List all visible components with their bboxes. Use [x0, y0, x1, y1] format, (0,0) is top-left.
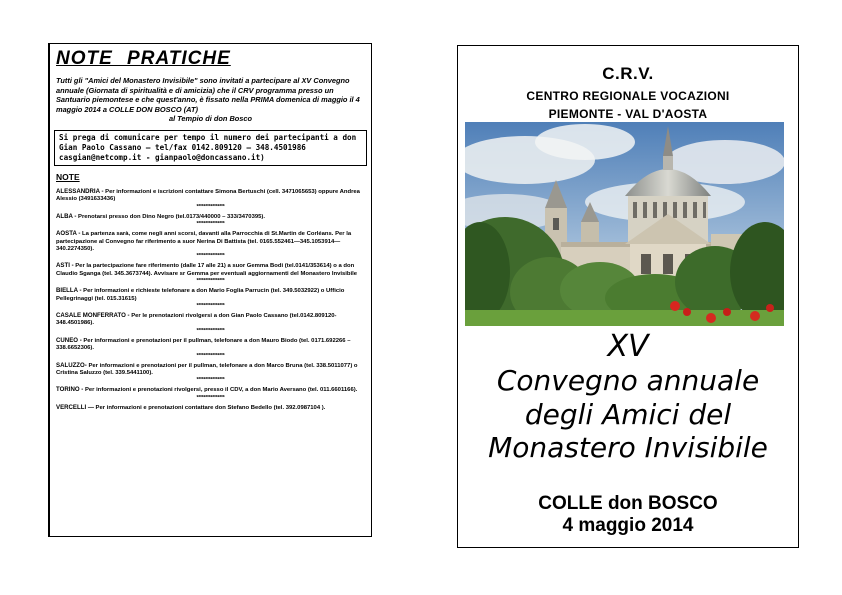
region-name: PIEMONTE - VAL D'AOSTA — [548, 107, 708, 121]
cover-panel — [457, 45, 799, 548]
city-note-text: Per informazioni e prenotazioni contattare don Stefano Bedello (tel. 392.0987104 ). — [93, 404, 326, 411]
city-name: CUNEO - — [56, 336, 82, 344]
city-note — [56, 287, 365, 303]
city-note — [56, 213, 365, 221]
city-note-text: Prenotarsi presso don Dino Negro (tel.0173/440000 – 333/3470395). — [76, 213, 266, 220]
entry-separator: **************** — [196, 203, 225, 210]
org-name: CENTRO REGIONALE VOCAZIONI — [526, 89, 730, 103]
city-name: SALUZZO- — [56, 361, 87, 369]
city-name: BIELLA - — [56, 287, 82, 295]
entry-separator: **************** — [196, 253, 225, 260]
city-name: CASALE MONFERRATO - — [56, 312, 130, 320]
city-note — [56, 230, 365, 253]
entry-separator: **************** — [196, 352, 225, 359]
city-note-text: Per informazioni e prenotazioni rivolgersi, presso il CDV, a don Mario Aversano (tel. 011.6601166). — [83, 387, 358, 394]
city-note — [56, 404, 365, 412]
city-note — [56, 262, 365, 278]
city-notes-list — [54, 188, 367, 412]
city-note-text: Per la partecipazione fare riferimento (dalle 17 alle 21) a suor Gemma Bodi (tel.0141/353614) o a don Claudio Sganga (tel. 345.3673744). Avvisare sr Gemma per eventuali aggiornamenti del Monastero Invisibile — [56, 263, 358, 277]
city-name: TORINO - — [56, 386, 84, 394]
intro-paragraph: Tutti gli "Amici del Monastero Invisibile" sono invitati a partecipare al XV Convegno annuale (Giornata di spiritualità e di amicizia) che il CRV programma presso un Santuario piemontese e che quest'anno, è fissato nella PRIMA domenica di maggio il 4 maggio 2014 a COLLE DON BOSCO (AT) — [56, 76, 360, 114]
entry-separator: **************** — [196, 303, 225, 310]
event-title-line-3: Monastero Invisibile — [488, 431, 768, 464]
event-place: COLLE don BOSCO — [538, 493, 718, 514]
event-title-line-2: degli Amici del — [524, 398, 732, 431]
org-abbreviation: C.R.V. — [602, 64, 654, 83]
city-note — [56, 386, 365, 394]
city-note-text: Per informazioni e prenotazioni per il pullman, telefonare a don Mauro Biodo (tel. 0171.692266 – 338.6652306). — [56, 337, 351, 352]
contact-box: Si prega di comunicare per tempo il numero dei partecipanti a don Gian Paolo Cassano – tel/fax 0142.809120 – 348.4501986 casgian@netcomp.it - gianpaolo@doncassano.it) — [54, 130, 367, 166]
city-note-text: Per informazioni e richieste telefonare a don Mario Foglia Parrucin (tel. 349.5032922) o Ufficio Pellegrinaggi (tel. 015.31615) — [56, 288, 345, 302]
city-name: ALBA - — [56, 212, 77, 220]
edition-number: XV — [607, 329, 649, 364]
entry-separator: **************** — [196, 394, 225, 401]
intro-temple-line: al Tempio di don Bosco — [168, 114, 253, 124]
practical-notes-panel — [48, 43, 372, 537]
city-name: ALESSANDRIA - — [56, 187, 104, 195]
entry-separator: **************** — [196, 377, 225, 384]
city-name: AOSTA - — [56, 230, 81, 238]
notes-heading: NOTE — [56, 171, 80, 182]
entry-separator: **************** — [196, 221, 225, 228]
city-note — [56, 362, 365, 378]
city-note — [56, 337, 365, 353]
practical-notes-title: NOTE PRATICHE — [56, 48, 231, 69]
city-note-text: Per le prenotazioni rivolgersi a don Gian Paolo Cassano (tel.0142.809120- 348.4501986). — [56, 313, 337, 327]
city-note-text: Per informazioni e iscrizioni contattare Simona Bertuschi (cell. 3471065653) oppure Andrea Alessio (3491633436) — [56, 188, 360, 203]
event-title-line-1: Convegno annuale — [496, 364, 760, 397]
basilica-photo — [465, 122, 784, 326]
city-note-text: La partenza sarà, come negli anni scorsi, davanti alla Parrocchia di St.Martin de Corléans. Per la partecipazione al Convegno far riferimento a suor Nerina Di Battista (tel. 0165.552461—345.1053914—340.2274350). — [56, 231, 352, 252]
city-note — [56, 312, 365, 328]
city-name: VERCELLI — — [56, 403, 94, 411]
event-date: 4 maggio 2014 — [562, 515, 694, 536]
basilica-image — [465, 122, 784, 326]
entry-separator: **************** — [196, 278, 225, 285]
city-name: ASTI - — [56, 262, 74, 270]
city-note-text: Per informazioni e prenotazioni per il pullman, telefonare a don Marco Bruna (tel. 338.5011077) o Cristina Saluzzo (tel. 339.5441100). — [56, 362, 358, 377]
city-note — [56, 188, 365, 204]
entry-separator: **************** — [196, 327, 225, 334]
